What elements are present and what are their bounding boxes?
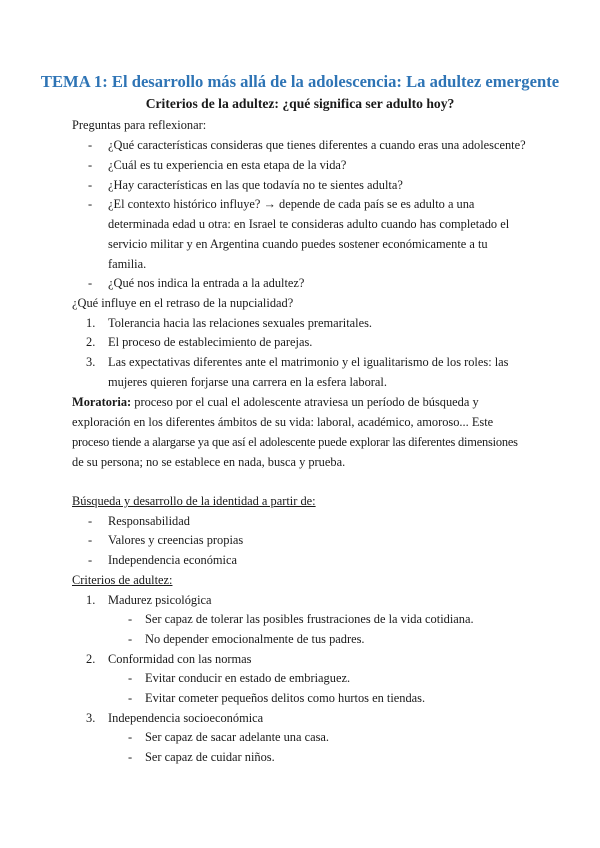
- question-4-line-3: servicio militar y en Argentina cuando puedes sostener económicamente a tu: [108, 237, 488, 251]
- question-5: ¿Qué nos indica la entrada a la adultez?: [108, 276, 305, 290]
- bullet-dash: -: [128, 612, 133, 626]
- criteria-group-3: Independencia socioeconómica: [108, 711, 264, 725]
- bullet-dash: -: [88, 533, 93, 547]
- criteria-1-item-2: No depender emocionalmente de tus padres.: [145, 632, 365, 646]
- bullet-dash: -: [88, 276, 93, 290]
- list-number: 1.: [86, 593, 96, 607]
- nuptiality-factor-1: Tolerancia hacia las relaciones sexuales premaritales.: [108, 316, 373, 330]
- bullet-dash: -: [128, 671, 133, 685]
- bullet-dash: -: [88, 197, 93, 211]
- question-3: ¿Hay características en las que todavía no te sientes adulta?: [108, 178, 403, 192]
- list-number: 3.: [86, 711, 96, 725]
- criteria-1-item-1: Ser capaz de tolerar las posibles frustraciones de la vida cotidiana.: [145, 612, 474, 626]
- document-title: TEMA 1: El desarrollo más allá de la adolescencia: La adultez emergente: [40, 72, 560, 91]
- nuptiality-question: ¿Qué influye en el retraso de la nupcialidad?: [72, 296, 294, 310]
- question-4-line-4: familia.: [108, 257, 147, 271]
- moratoria-line-3: proceso tiende a alargarse ya que así el adolescente puede explorar las diferentes dimensiones: [72, 435, 518, 449]
- question-4-line-2: determinada edad u otra: en Israel te consideras adulto cuando has completado el: [108, 217, 510, 231]
- list-number: 1.: [86, 316, 96, 330]
- bullet-dash: -: [128, 691, 133, 705]
- nuptiality-factor-3-line-1: Las expectativas diferentes ante el matrimonio y el igualitarismo de los roles: las: [108, 355, 509, 369]
- identity-item-2: Valores y creencias propias: [108, 533, 244, 547]
- bullet-dash: -: [88, 553, 93, 567]
- list-number: 2.: [86, 652, 96, 666]
- bullet-dash: -: [128, 750, 133, 764]
- criteria-3-item-2: Ser capaz de cuidar niños.: [145, 750, 275, 764]
- identity-item-1: Responsabilidad: [108, 514, 190, 528]
- nuptiality-factor-2: El proceso de establecimiento de parejas.: [108, 335, 313, 349]
- list-number: 3.: [86, 355, 96, 369]
- list-number: 2.: [86, 335, 96, 349]
- question-2: ¿Cuál es tu experiencia en esta etapa de la vida?: [108, 158, 347, 172]
- criteria-group-1: Madurez psicológica: [108, 593, 212, 607]
- moratoria-text: proceso por el cual el adolescente atraviesa un período de búsqueda y: [131, 395, 479, 409]
- nuptiality-factor-3-line-2: mujeres quieren forjarse una carrera en la esfera laboral.: [108, 375, 387, 389]
- bullet-dash: -: [128, 730, 133, 744]
- criteria-2-item-1: Evitar conducir en estado de embriaguez.: [145, 671, 351, 685]
- identity-item-3: Independencia económica: [108, 553, 238, 567]
- criteria-group-2: Conformidad con las normas: [108, 652, 252, 666]
- bullet-dash: -: [88, 178, 93, 192]
- bullet-dash: -: [88, 158, 93, 172]
- moratoria-term: Moratoria:: [72, 395, 132, 409]
- bullet-dash: -: [88, 514, 93, 528]
- reflect-heading: Preguntas para reflexionar:: [72, 118, 207, 132]
- bullet-dash: -: [128, 632, 133, 646]
- criteria-3-item-1: Ser capaz de sacar adelante una casa.: [145, 730, 330, 744]
- criteria-2-item-2: Evitar cometer pequeños delitos como hurtos en tiendas.: [145, 691, 426, 705]
- identity-heading: Búsqueda y desarrollo de la identidad a partir de:: [72, 494, 316, 508]
- bullet-dash: -: [88, 138, 93, 152]
- moratoria-line-4: de su persona; no se establece en nada, busca y prueba.: [72, 455, 346, 469]
- moratoria-line-2: exploración en los diferentes ámbitos de su vida: laboral, académico, amoroso... Este: [72, 415, 494, 429]
- document-subtitle: Criterios de la adultez: ¿qué significa ser adulto hoy?: [145, 96, 455, 111]
- question-1: ¿Qué características consideras que tienes diferentes a cuando eras una adolescente?: [108, 138, 526, 152]
- moratoria-line-1: [72, 394, 479, 410]
- question-4-line-1: ¿El contexto histórico influye? → depende de cada país se es adulto a una: [108, 197, 475, 211]
- criteria-heading: Criterios de adultez:: [72, 573, 173, 587]
